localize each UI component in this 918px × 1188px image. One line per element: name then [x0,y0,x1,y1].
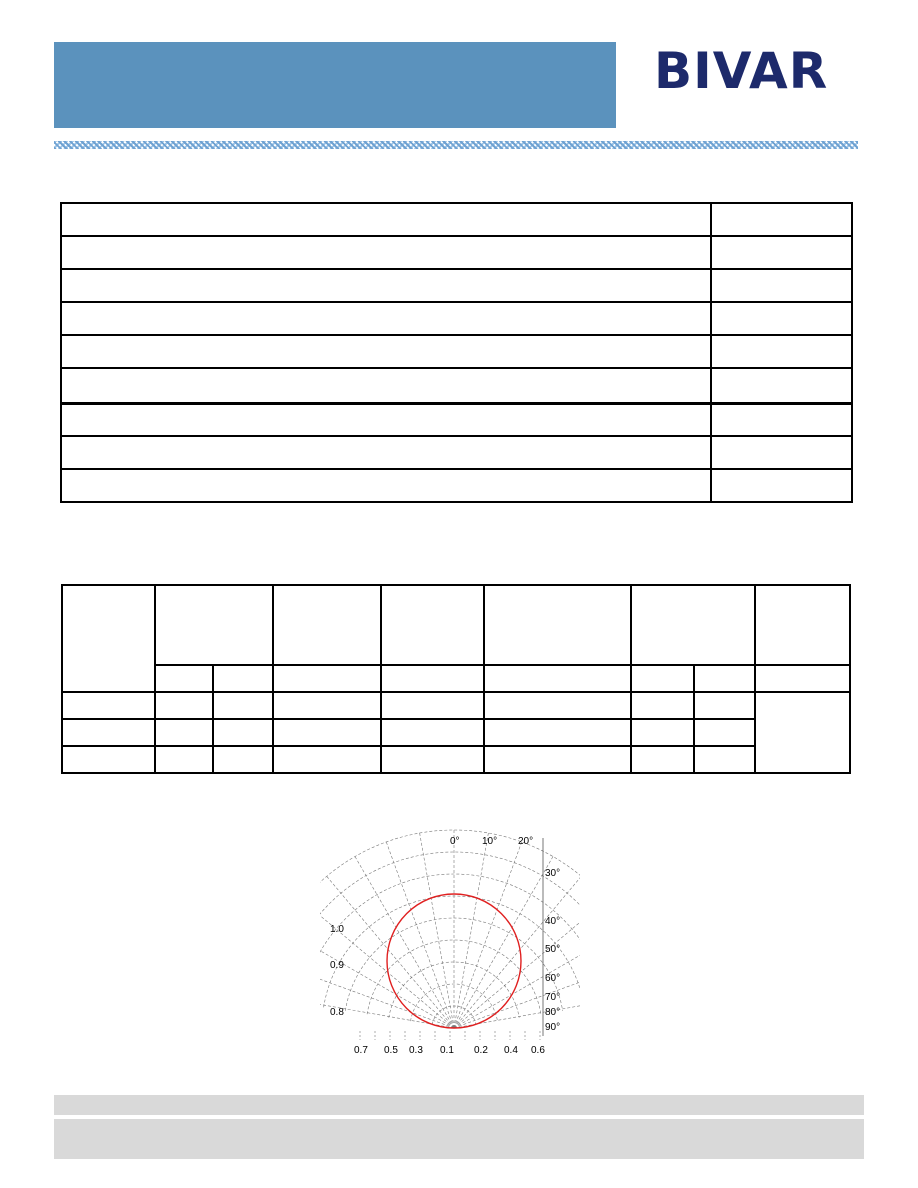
angle-label: 60° [545,973,561,984]
table-cell [273,692,381,719]
grid-ray [454,928,580,1028]
angle-label: 80° [545,1007,561,1018]
table-cell [213,746,274,773]
scale-label: 0.8 [330,1007,344,1018]
grid-arc [320,852,580,1000]
angle-label: 10° [482,836,498,847]
subheader-cell [694,665,755,692]
scale-label: 0.9 [330,960,344,971]
scale-label: 0.5 [384,1045,398,1056]
table-cell [755,692,850,773]
spec-cell [711,368,852,403]
spec-cell [61,335,711,368]
spec-row [61,236,852,269]
table-cell [631,746,695,773]
scale-label: 0.4 [504,1045,518,1056]
spec-cell [61,203,711,236]
table-cell [381,719,484,746]
table-cell [484,746,631,773]
spec-row [61,335,852,368]
table-cell [484,692,631,719]
table-row [62,692,850,719]
grid-ray [454,840,522,1028]
table-row [62,746,850,773]
subheader-cell [213,665,274,692]
scale-label: 0.2 [474,1045,488,1056]
spec-row [61,436,852,469]
grid-ray [454,960,580,1028]
characteristics-table [61,584,851,774]
subheader-cell [155,665,213,692]
header-cell [484,585,631,665]
grid-ray [419,831,454,1028]
subheader-cell [631,665,695,692]
header-cell [755,585,850,665]
header-cell [273,585,381,665]
header-cell [631,585,756,665]
table-cell [273,746,381,773]
table-cell [213,692,274,719]
table-cell [694,692,755,719]
header-band [54,42,616,128]
header-cell [155,585,274,665]
table-header-row [62,585,850,665]
table-cell [155,692,213,719]
polar-grid [320,828,580,1040]
scale-label: 0.3 [409,1045,423,1056]
spec-row [61,203,852,236]
table-cell [694,719,755,746]
subheader-cell [273,665,381,692]
table-cell [155,719,213,746]
radiation-pattern-diagram [320,826,580,1062]
spec-row [61,269,852,302]
spec-cell [61,436,711,469]
spec-cell [711,203,852,236]
spec-cell [61,368,711,403]
header-cell [381,585,484,665]
table-cell [631,719,695,746]
table-subheader-row [62,665,850,692]
grid-arc [324,896,580,1007]
angle-label: 90° [545,1022,561,1033]
spec-cell [61,236,711,269]
table-cell [213,719,274,746]
table-cell [155,746,213,773]
spec-cell [711,403,852,436]
grid-ray [454,831,489,1028]
spec-cell [711,436,852,469]
grid-ray [454,993,580,1028]
table-cell [484,719,631,746]
subheader-cell [484,665,631,692]
scale-label: 0.7 [354,1045,368,1056]
spec-cell [711,469,852,502]
spec-cell [61,403,711,436]
table-cell [62,719,155,746]
angle-label: 30° [545,868,561,879]
spec-table [60,202,853,503]
bivar-logo: BIVAR [654,42,829,100]
angle-label: 0° [450,836,460,847]
grid-ray [325,875,454,1028]
spec-cell [61,302,711,335]
angle-label: 40° [545,916,561,927]
header-cell [62,585,155,692]
table-cell [694,746,755,773]
spec-cell [711,236,852,269]
scale-label: 1.0 [330,924,344,935]
scale-label: 0.6 [531,1045,545,1056]
footer-band [54,1119,864,1159]
spec-cell [711,302,852,335]
table-cell [62,746,155,773]
spec-cell [61,269,711,302]
scale-label: 0.1 [440,1045,454,1056]
table-cell [273,719,381,746]
spec-row [61,403,852,436]
footer-bar [54,1095,864,1115]
spec-row [61,302,852,335]
table-cell [381,692,484,719]
table-cell [631,692,695,719]
table-cell [381,746,484,773]
angle-label: 70° [545,992,561,1003]
angle-label: 50° [545,944,561,955]
spec-row [61,368,852,403]
spec-cell [61,469,711,502]
spec-cell [711,269,852,302]
subheader-cell [381,665,484,692]
table-cell [62,692,155,719]
spec-cell [711,335,852,368]
subheader-cell [755,665,850,692]
table-row [62,719,850,746]
grid-ray [386,840,454,1028]
header-divider [54,141,858,149]
angle-label: 20° [518,836,534,847]
spec-row [61,469,852,502]
